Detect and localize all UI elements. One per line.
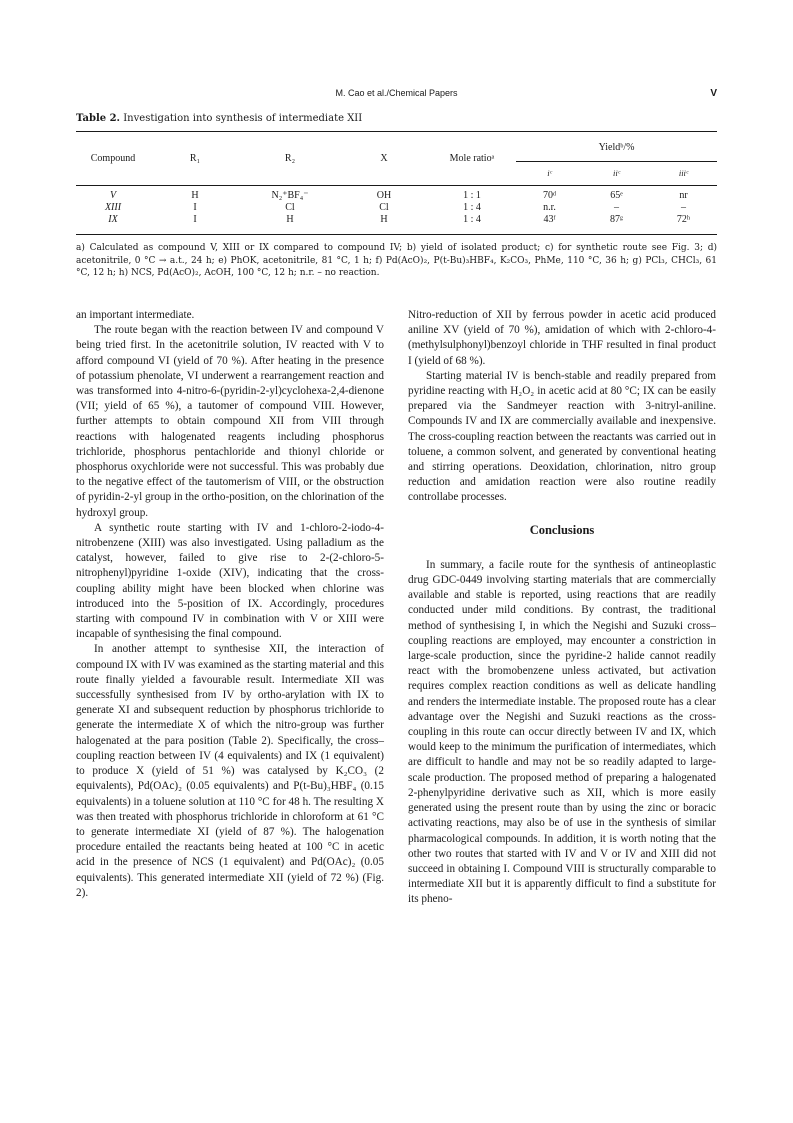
- col-yield-i: iᶜ: [516, 162, 583, 185]
- cell-yield-iii: 72ʰ: [676, 214, 691, 225]
- page-number: V: [710, 88, 717, 99]
- table-footnotes: a) Calculated as compound V, XIII or IX compared to compound IV; b) yield of isolated product; c) for synthetic route see Fig. 3; d) acetonitrile, 0 °C → a.t., 24 h; e) PhOK, acetonitrile, 81 °C, 1 h; f) Pd(AcO)₂, P(t-Bu)₃HBF₄, K₂CO₃, PhMe, 110 °C, 36 h; g) PCl₃, CHCl₃, 61 °C, 12 h; h) NCS, Pd(AcO)₂, AcOH, 100 °C, 12 h; n.r. – no reaction.: [76, 243, 717, 278]
- paragraph: The route began with the reaction between IV and compound V being tried first. In the acetonitrile solution, IV reacted with V to afford compound VI (yield of 70 %). After heating in the presence of potassium phenolate, VI underwent a rearrangement reaction and was transformed into 4-nitro-6-(pyridin-2-yl)cyclohexa-2,4-dienone (VII; yield of 65 %), a tautomer of compound VIII. However, further attempts to obtain compound XII from VIII through reactions with halogenated reagents including phosphorus trichloride, phosphorus pentachloride and thionyl chloride or phosphorus oxychloride were not successful. This was probably due to the negative effect of the tautomerism of VIII, or the obstruction of pyridin-2-yl group in the ortho-position, on the chlorination of the hydroxyl group.: [76, 324, 384, 519]
- col-yield: Yieldᵇ/%: [598, 141, 635, 153]
- cell-yield-iii: –: [681, 202, 686, 213]
- cell-x: OH: [376, 190, 392, 201]
- cell-yield-ii: 65ᵉ: [610, 190, 623, 201]
- cell-ratio: 1 : 4: [463, 214, 481, 225]
- table-caption: [76, 113, 362, 124]
- col-yield-ii: iiᶜ: [583, 162, 650, 185]
- cell-x: H: [380, 214, 388, 225]
- col-yield-iii: iiiᶜ: [650, 162, 717, 185]
- cell-r1: I: [193, 202, 197, 213]
- cell-yield-ii: 87ᵍ: [609, 214, 623, 225]
- table-row: [76, 184, 717, 202]
- cell-yield-i: 70ᵈ: [542, 190, 557, 201]
- paragraph: In summary, a facile route for the synthesis of antineoplastic drug GDC-0449 involving starting materials that are commercially available and stable is reported, using reactions that are readily conducted under mild conditions. By contrast, the traditional method of synthesising I, in which the Negishi and Suzuki cross–coupling reactions are employed, may encounter a constriction in large-scale production, since the pyridine-2 halide cannot readily react with the bromobenzene unless activated, but activation requires complex reaction conditions as well as delicate handling and renders the intermediate instable. The proposed route has a clear advantage over the Negishi and Suzuki reactions as the cross-coupling in this route can occur directly between IV and IX, which would keep to the minimum the purification of intermediates, which are difficult to handle and may not be so readily adapted to large-scale production. The proposed method of preparing a halogenated 2-phenylpyridine derivative such as XII, which is more easily generated using the present route than by using the zinc or boracic activating reactions, may also be of use in the synthesis of similar pharmacological compounds. In addition, it is worth noting that the other two routes that started with IV and V or IV and XIII did not succeed in obtaining I. Compound VIII is structurally comparable to intermediate XII but it is apparently difficult to find a substitute for its pheno-: [408, 558, 716, 906]
- cell-ratio: 1 : 1: [463, 190, 481, 201]
- col-x: X: [380, 153, 388, 164]
- table-row: [76, 214, 717, 226]
- cell-yield-i: n.r.: [543, 202, 556, 213]
- cell-ratio: 1 : 4: [463, 202, 481, 213]
- cell-r2: N₂⁺BF₄⁻: [271, 190, 309, 201]
- section-heading-conclusions: Conclusions: [529, 522, 595, 537]
- paragraph: Nitro-reduction of XII by ferrous powder in acetic acid produced aniline XV (yield of 70 %), amidation of which with 2-chloro-4-(methylsulphonyl)benzoyl chloride in THF resulted in final product I (yield of 68 %).: [408, 309, 716, 367]
- paragraph: an important intermediate.: [76, 309, 195, 321]
- cell-compound: V: [109, 190, 117, 201]
- cell-compound: IX: [108, 214, 118, 225]
- paragraph: Starting material IV is bench-stable and readily prepared from pyridine reacting with H₂O₂ in acetic acid at 80 °C; IX can be easily prepared via the Sandmeyer reaction with 3-nitryl-aniline. Compounds IV and IX are commercially available and inexpensive. The cross-coupling reaction between the reactants was carried out in toluene, a common solvent, and generated by conventional heating and stirring operations. Deoxidation, chlorination, nitro group reduction and amidation reaction were also routine readily controllabe processes.: [408, 369, 716, 504]
- left-column: [76, 308, 384, 901]
- paragraph: A synthetic route starting with IV and 1-chloro-2-iodo-4-nitrobenzene (XIII) was also investigated. Using palladium as the catalyst, however, failed to give rise to 2-(2-chloro-5-nitrophenyl)pyridine 1-oxide (XIV), indicating that the cross-coupling ability might have been blocked when chlorine was introduced into the 5-position of IX. Accordingly, procedures starting with compound IV in combination with V or XIII were incapable of synthesising the final compound.: [76, 521, 384, 641]
- cell-r1: H: [191, 190, 199, 201]
- cell-r2: Cl: [285, 202, 295, 213]
- cell-x: Cl: [379, 202, 389, 213]
- cell-compound: XIII: [104, 202, 122, 213]
- cell-yield-i: 43ᶠ: [543, 214, 556, 225]
- running-title: M. Cao et al./Chemical Papers: [335, 88, 458, 98]
- table-row: [76, 202, 717, 214]
- table-label: Table 2.: [76, 113, 121, 124]
- col-compound: Compound: [90, 153, 136, 164]
- right-column: [408, 308, 716, 908]
- table-top-rule: [76, 131, 717, 132]
- cell-yield-ii: –: [614, 202, 619, 213]
- synthesis-table: [76, 133, 717, 226]
- paragraph: In another attempt to synthesise XII, the interaction of compound IX with IV was examined as the starting material and this route finally yielded a favourable result. Intermediate XII was successfully synthesised from IV by ortho-arylation with IX to generate XI and subsequent reduction by phosphorus trichloride to generate the intermediate X of which the nitro-group was further halogenated at the para position (Table 2). Specifically, the cross–coupling reaction between IV (4 equivalents) and IX (1 equivalent) to produce X (yield of 51 %) was catalysed by K₂CO₃ (2 equivalents), Pd(OAc)₂ (0.05 equivalents) and P(t-Bu)₃HBF₄ (0.15 equivalents) in a toluene solution at 110 °C for 48 h. The resulting X was then treated with phosphorus trichloride in chloroform at 61 °C to generate intermediate XI (yield of 87 %). The halogenation procedure entailed the reactants being heated at 100 °C in acetic acid in the presence of NCS (1 equivalent) and Pd(OAc)₂ (0.05 equivalents). This generated intermediate XII (yield of 72 %) (Fig. 2).: [76, 643, 384, 899]
- col-r1: R₁: [189, 153, 201, 164]
- cell-r2: H: [286, 214, 294, 225]
- cell-r1: I: [193, 214, 197, 225]
- cell-yield-iii: nr: [679, 190, 688, 201]
- col-mole-ratio: Mole ratioᵃ: [449, 153, 495, 164]
- running-head: [76, 88, 717, 102]
- col-r2: R₂: [284, 153, 296, 164]
- table-title: Investigation into synthesis of intermediate XII: [123, 113, 363, 124]
- table-bottom-rule: [76, 234, 717, 235]
